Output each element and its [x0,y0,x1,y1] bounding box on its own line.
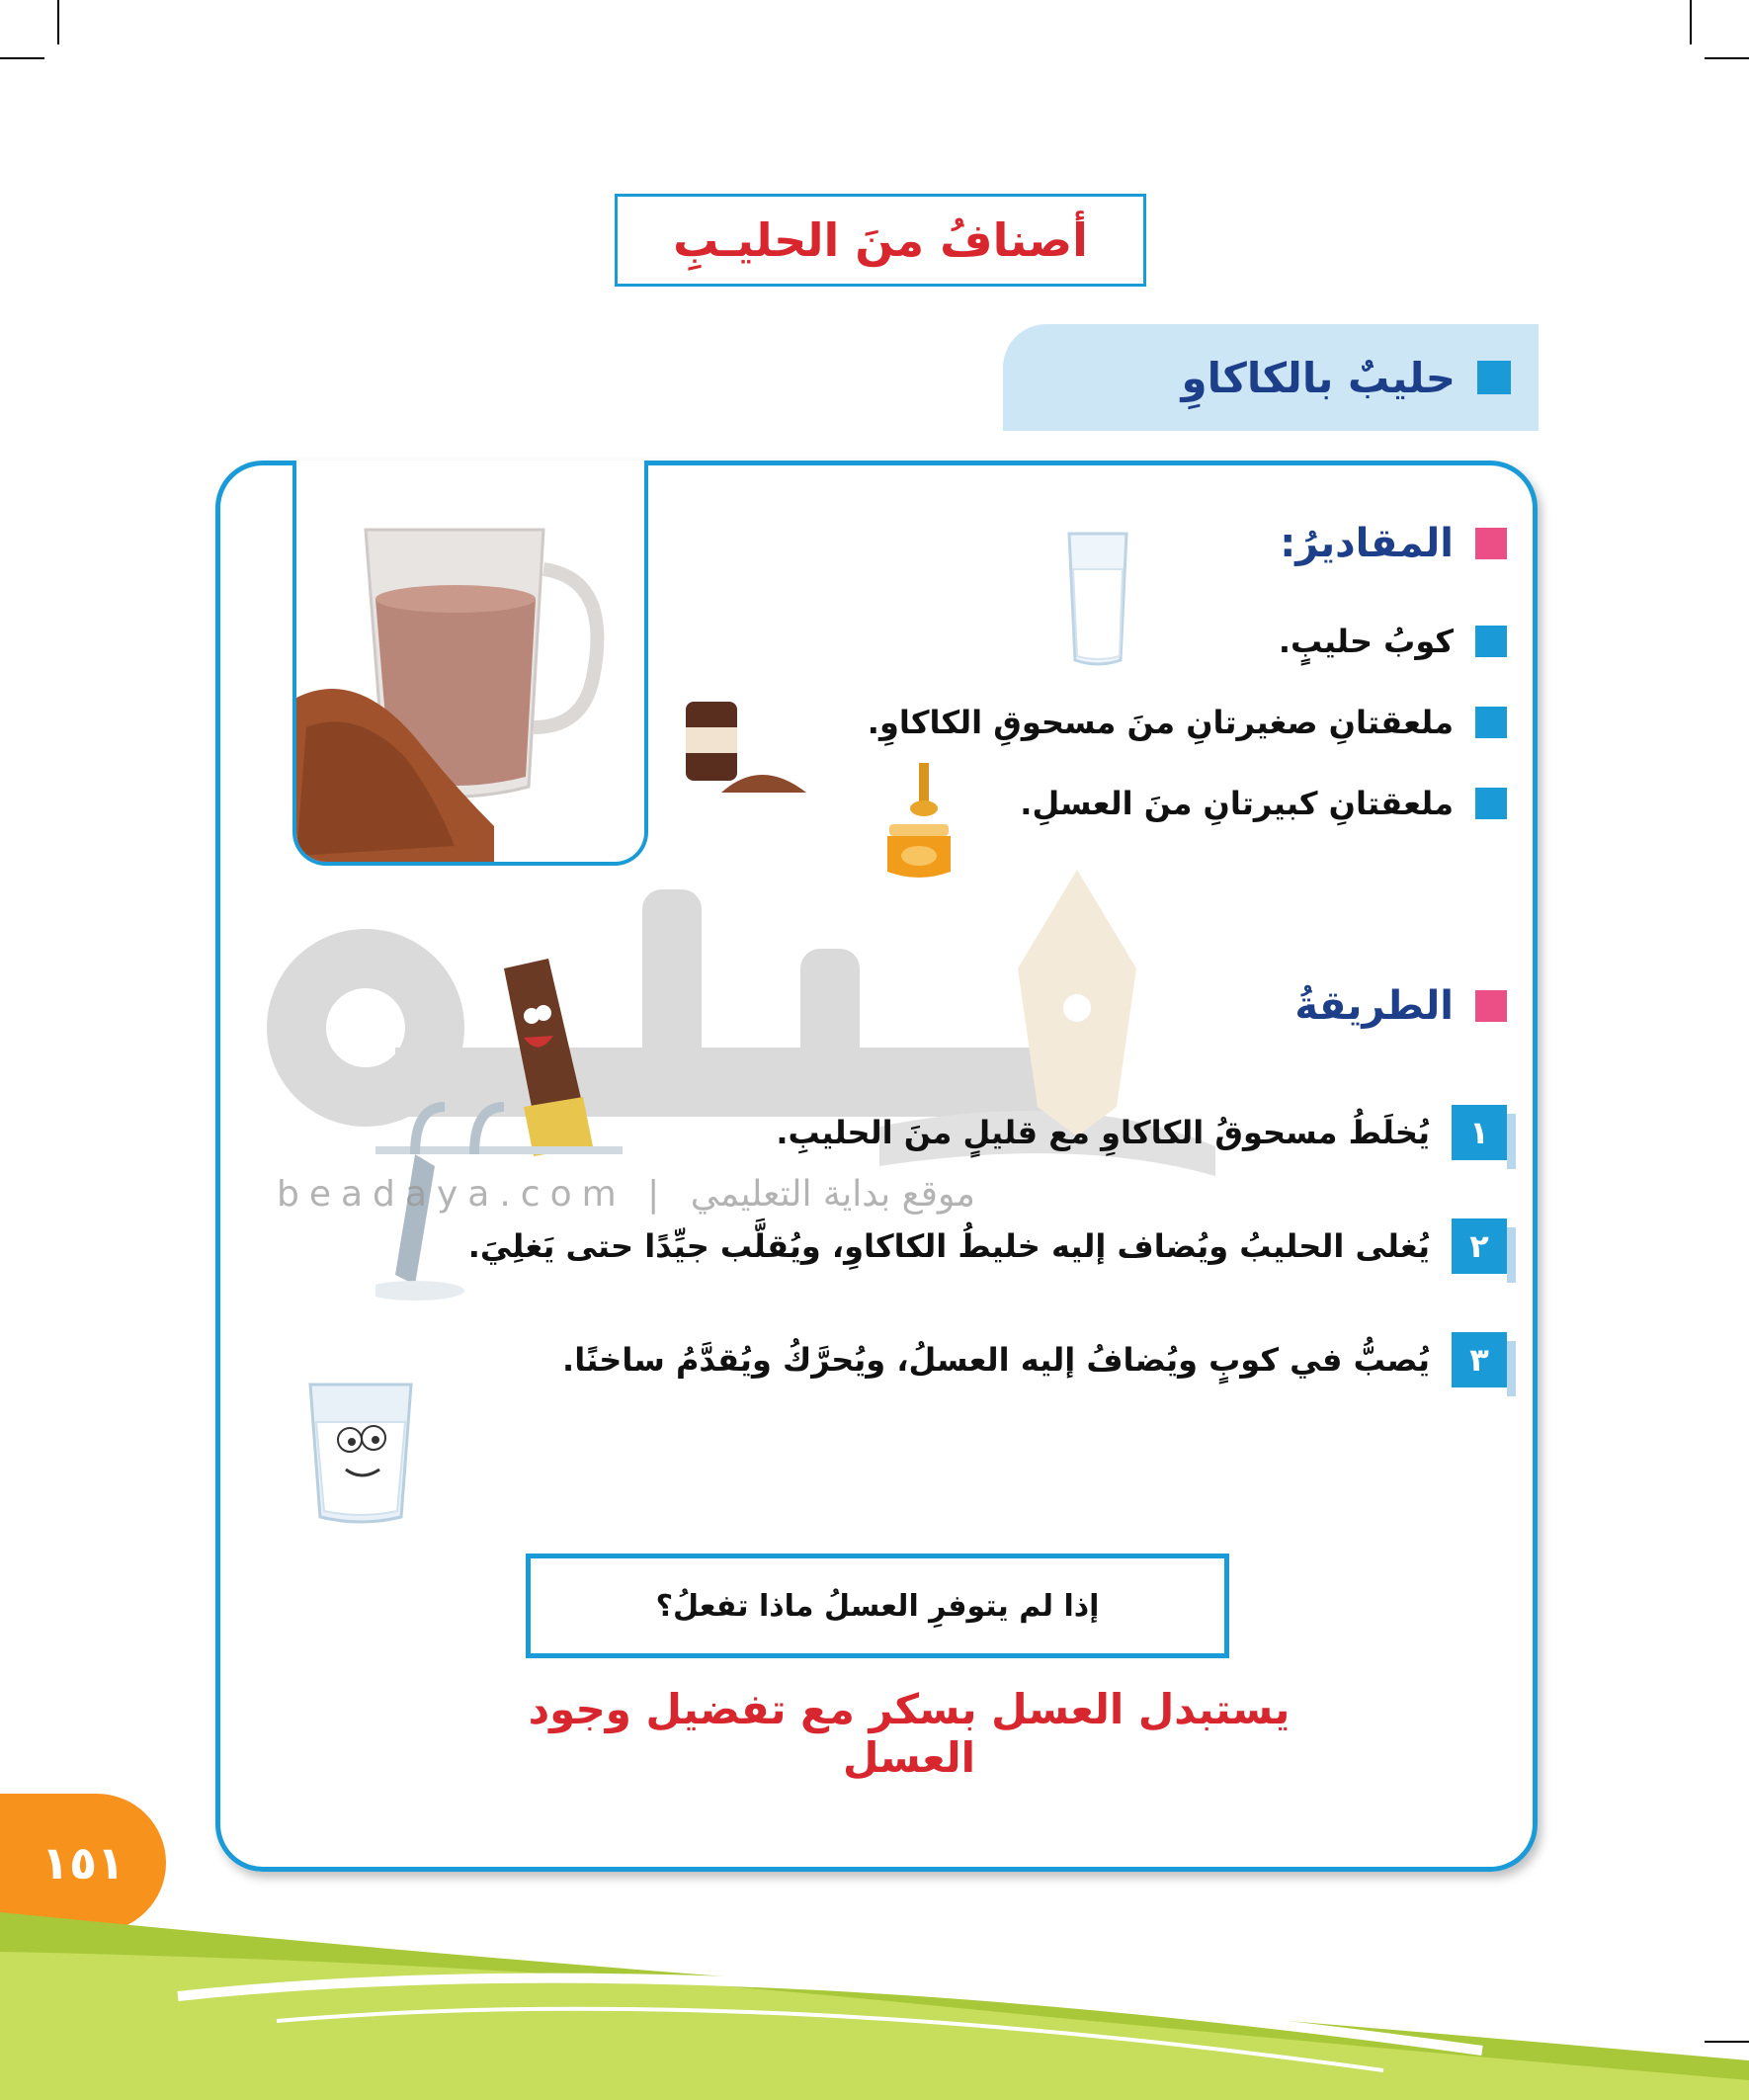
step-number: ٣ [1452,1332,1507,1387]
crop-mark [57,0,59,44]
ingredient-item [868,704,1507,741]
step-text: يُخلَطُ مسحوقُ الكاكاوِ مع قليلٍ منَ الحليبِ. [776,1114,1430,1151]
ingredients-heading [1280,521,1507,566]
step-text: يُصبُّ في كوبٍ ويُضافُ إليه العسلُ، ويُحرَّكُ ويُقدَّمُ ساخنًا. [562,1341,1430,1379]
page-title [615,194,1146,287]
page-number: ١٥١ [41,1836,125,1890]
smiling-glass-icon [306,1379,415,1527]
pink-square-icon [1475,990,1507,1022]
method-step [562,1332,1507,1387]
question-box [526,1554,1229,1658]
honey-jar-icon [885,761,976,883]
blue-square-icon [1477,361,1511,394]
ingredient-text: ملعقتانِ كبيرتانِ منَ العسلِ. [1020,785,1454,822]
page-title-text: أصنافُ منَ الحليـبِ [673,213,1088,267]
ingredient-text: ملعقتانِ صغيرتانِ منَ مسحوقِ الكاكاوِ. [867,704,1454,741]
method-step [468,1218,1507,1274]
crop-mark [0,57,44,59]
answer-text: يستبدل العسل بسكر مع تفضيل وجود العسل [528,1685,1291,1782]
ingredient-item [1279,623,1507,660]
step-text: يُغلى الحليبُ ويُضاف إليه خليطُ الكاكاوِ، ويُقلَّب جيِّدًا حتى يَغلِيَ. [467,1227,1430,1265]
method-heading [1294,983,1507,1029]
ingredients-heading-text: المقاديرُ: [1280,521,1454,566]
section-title: حليبٌ بالكاكاوِ [1181,353,1456,402]
cocoa-jar-icon [682,698,810,806]
ingredient-text: كوبُ حليبٍ. [1278,623,1454,660]
milk-glass-icon [1065,530,1130,670]
page-number-tab [0,1794,166,1932]
method-step [776,1105,1507,1160]
ingredient-item [1020,785,1507,822]
blue-square-icon [1475,626,1507,657]
blue-square-icon [1475,707,1507,738]
crop-mark [1705,57,1749,59]
step-number: ١ [1452,1105,1507,1160]
cocoa-milk-photo [292,461,648,866]
watermark-text: beadaya.com | موقع بداية التعليمي [277,1174,975,1215]
footer-swoosh [0,1912,1749,2100]
section-band [1003,324,1539,431]
blue-square-icon [1475,788,1507,819]
step-number: ٢ [1452,1218,1507,1274]
crop-mark [1690,0,1692,44]
pink-square-icon [1475,528,1507,559]
question-text: إذا لم يتوفرِ العسلُ ماذا تفعلُ؟ [655,1588,1100,1624]
method-heading-text: الطريقةُ [1294,983,1454,1029]
cocoa-cup-image [296,461,648,866]
chocolate-character-illustration [375,959,632,1334]
